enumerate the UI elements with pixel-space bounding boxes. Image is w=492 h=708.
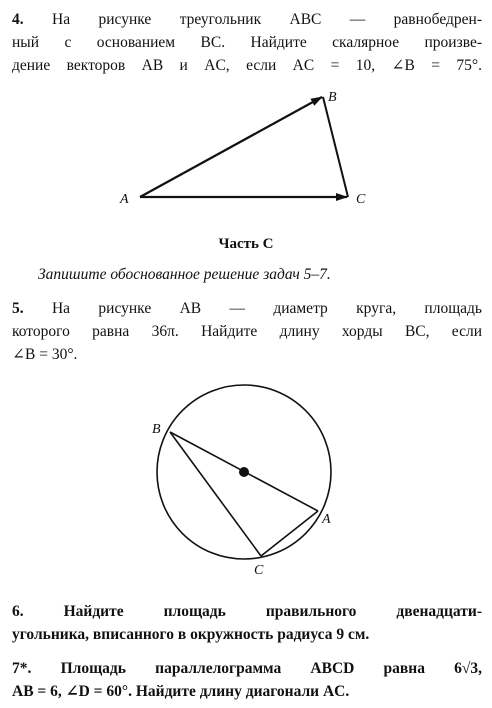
chord-bc	[170, 432, 261, 556]
problem-7-line-1: 7*. Площадь параллелограмма ABCD равна 6√3,	[12, 660, 483, 677]
center-point	[239, 467, 249, 477]
section-title: Часть C	[218, 236, 274, 252]
problem-5-line-3: ∠B = 30°.	[12, 346, 78, 363]
problem-5-line-1: 5. На рисунке AB — диаметр круга, площадь	[12, 300, 482, 317]
problem-4-line-2: ный с основанием BC. Найдите скалярное произве-	[12, 34, 482, 51]
problem-6-line-1: 6. Найдите площадь правильного двенадцати-	[12, 603, 482, 620]
section-instruction: Запишите обоснованное решение задач 5–7.	[38, 266, 331, 283]
label-a-fig4: A	[120, 192, 129, 207]
problem-6-text	[12, 600, 482, 646]
problem-7-number: 7*.	[12, 660, 32, 677]
problem-5-circle-figure	[0, 380, 492, 580]
side-bc	[323, 97, 348, 197]
label-b-fig4: B	[328, 90, 337, 105]
problem-5-line-2: которого равна 36π. Найдите длину хорды BC, если	[12, 323, 482, 340]
problem-7-text	[12, 657, 482, 703]
label-a-fig5: A	[322, 512, 331, 527]
problem-5-text	[12, 297, 482, 366]
problem-7-line-2: AB = 6, ∠D = 60°. Найдите длину диагонали AC.	[12, 683, 350, 700]
problem-6-line-2: угольника, вписанного в окружность радиуса 9 см.	[12, 626, 370, 643]
label-c-fig5: C	[254, 563, 264, 578]
label-b-fig5: B	[152, 422, 161, 437]
problem-5-number: 5.	[12, 300, 24, 317]
chord-ca	[261, 511, 318, 556]
problem-6-number: 6.	[12, 603, 24, 620]
label-c-fig4: C	[356, 192, 366, 207]
vector-ab	[140, 97, 322, 197]
problem-4-line-1: 4. На рисунке треугольник ABC — равнобедрен-	[12, 11, 482, 28]
problem-4-line-3: дение векторов AB и AC, если AC = 10, ∠B = 75°.	[12, 57, 482, 74]
problem-4-number: 4.	[12, 11, 24, 28]
problem-4-triangle-figure	[0, 0, 492, 230]
